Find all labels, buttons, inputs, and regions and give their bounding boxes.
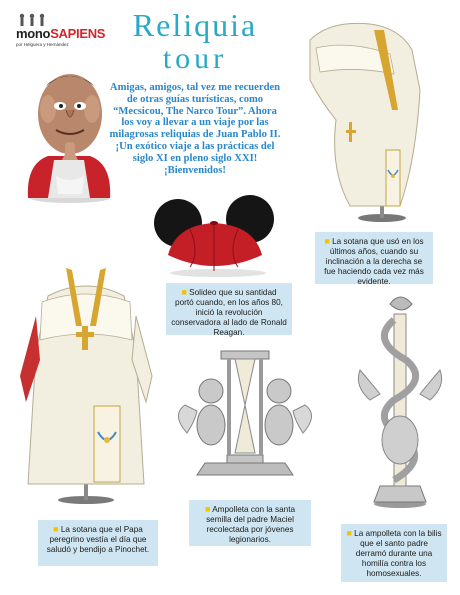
caption-zucchetto: [166, 283, 292, 335]
intro-text: Amigas, amigos, tal vez me recuerden de otras guías turísticas, como “Mecsicou, The Narco Tour”. Ahora los voy a llevar a un viaje por las milagrosas reliquias de Juan Pablo II. ¡Un exótico viaje a las prácticas del siglo XI en pleno siglo XXI! ¡Bienvenidos!: [109, 82, 281, 176]
caption-text: La sotana que usó en los últimos años, cuando su inclinación a la derecha se fue haciendo cada vez más evidente.: [324, 237, 424, 286]
caption-text: Ampolleta con la santa semilla del padre Maciel recolectada por jóvenes legionarios.: [206, 505, 296, 544]
caption-bullet-icon: ■: [181, 287, 187, 297]
caption-text: La sotana que el Papa peregrino vestía el día que saludó y bendijo a Pinochet.: [46, 525, 150, 554]
logo-figures-icon: [18, 12, 78, 28]
cassock-bent-illustration: [290, 10, 440, 225]
caption-text: Solideo que su santidad portó cuando, en los años 80, inició la revolución conservadora al lado de Ronald Reagan.: [171, 288, 287, 337]
brand-logo-red: SAPIENS: [50, 26, 106, 41]
title-line-1: Reliquia: [132, 7, 258, 43]
title-line-2: tour: [162, 42, 228, 75]
hourglass-cherubs-illustration: [165, 345, 325, 485]
caption-bullet-icon: ■: [204, 504, 211, 514]
brand-logo: [16, 26, 105, 41]
caption-dragon-vial: [341, 524, 447, 582]
caption-bullet-icon: ■: [53, 524, 59, 534]
dragon-vial-illustration: [350, 290, 450, 510]
zucchetto-ears-illustration: [150, 195, 280, 277]
page-title: [100, 8, 290, 74]
caricature-illustration: [18, 64, 118, 204]
caption-bullet-icon: ■: [324, 236, 330, 246]
brand-logo-black: mono: [16, 26, 51, 41]
brand-subtitle: por Helguera y Hernández: [16, 42, 69, 47]
caption-bent-cassock: [315, 232, 433, 284]
caption-bullet-icon: ■: [346, 528, 352, 538]
caption-pinochet-cassock: [38, 520, 158, 566]
caption-text: La ampolleta con la bilis que el santo padre derramó durante una homilía contra los homosexuales.: [354, 529, 442, 578]
caption-hourglass-vial: [189, 500, 311, 546]
cassock-illustration: [12, 256, 160, 506]
